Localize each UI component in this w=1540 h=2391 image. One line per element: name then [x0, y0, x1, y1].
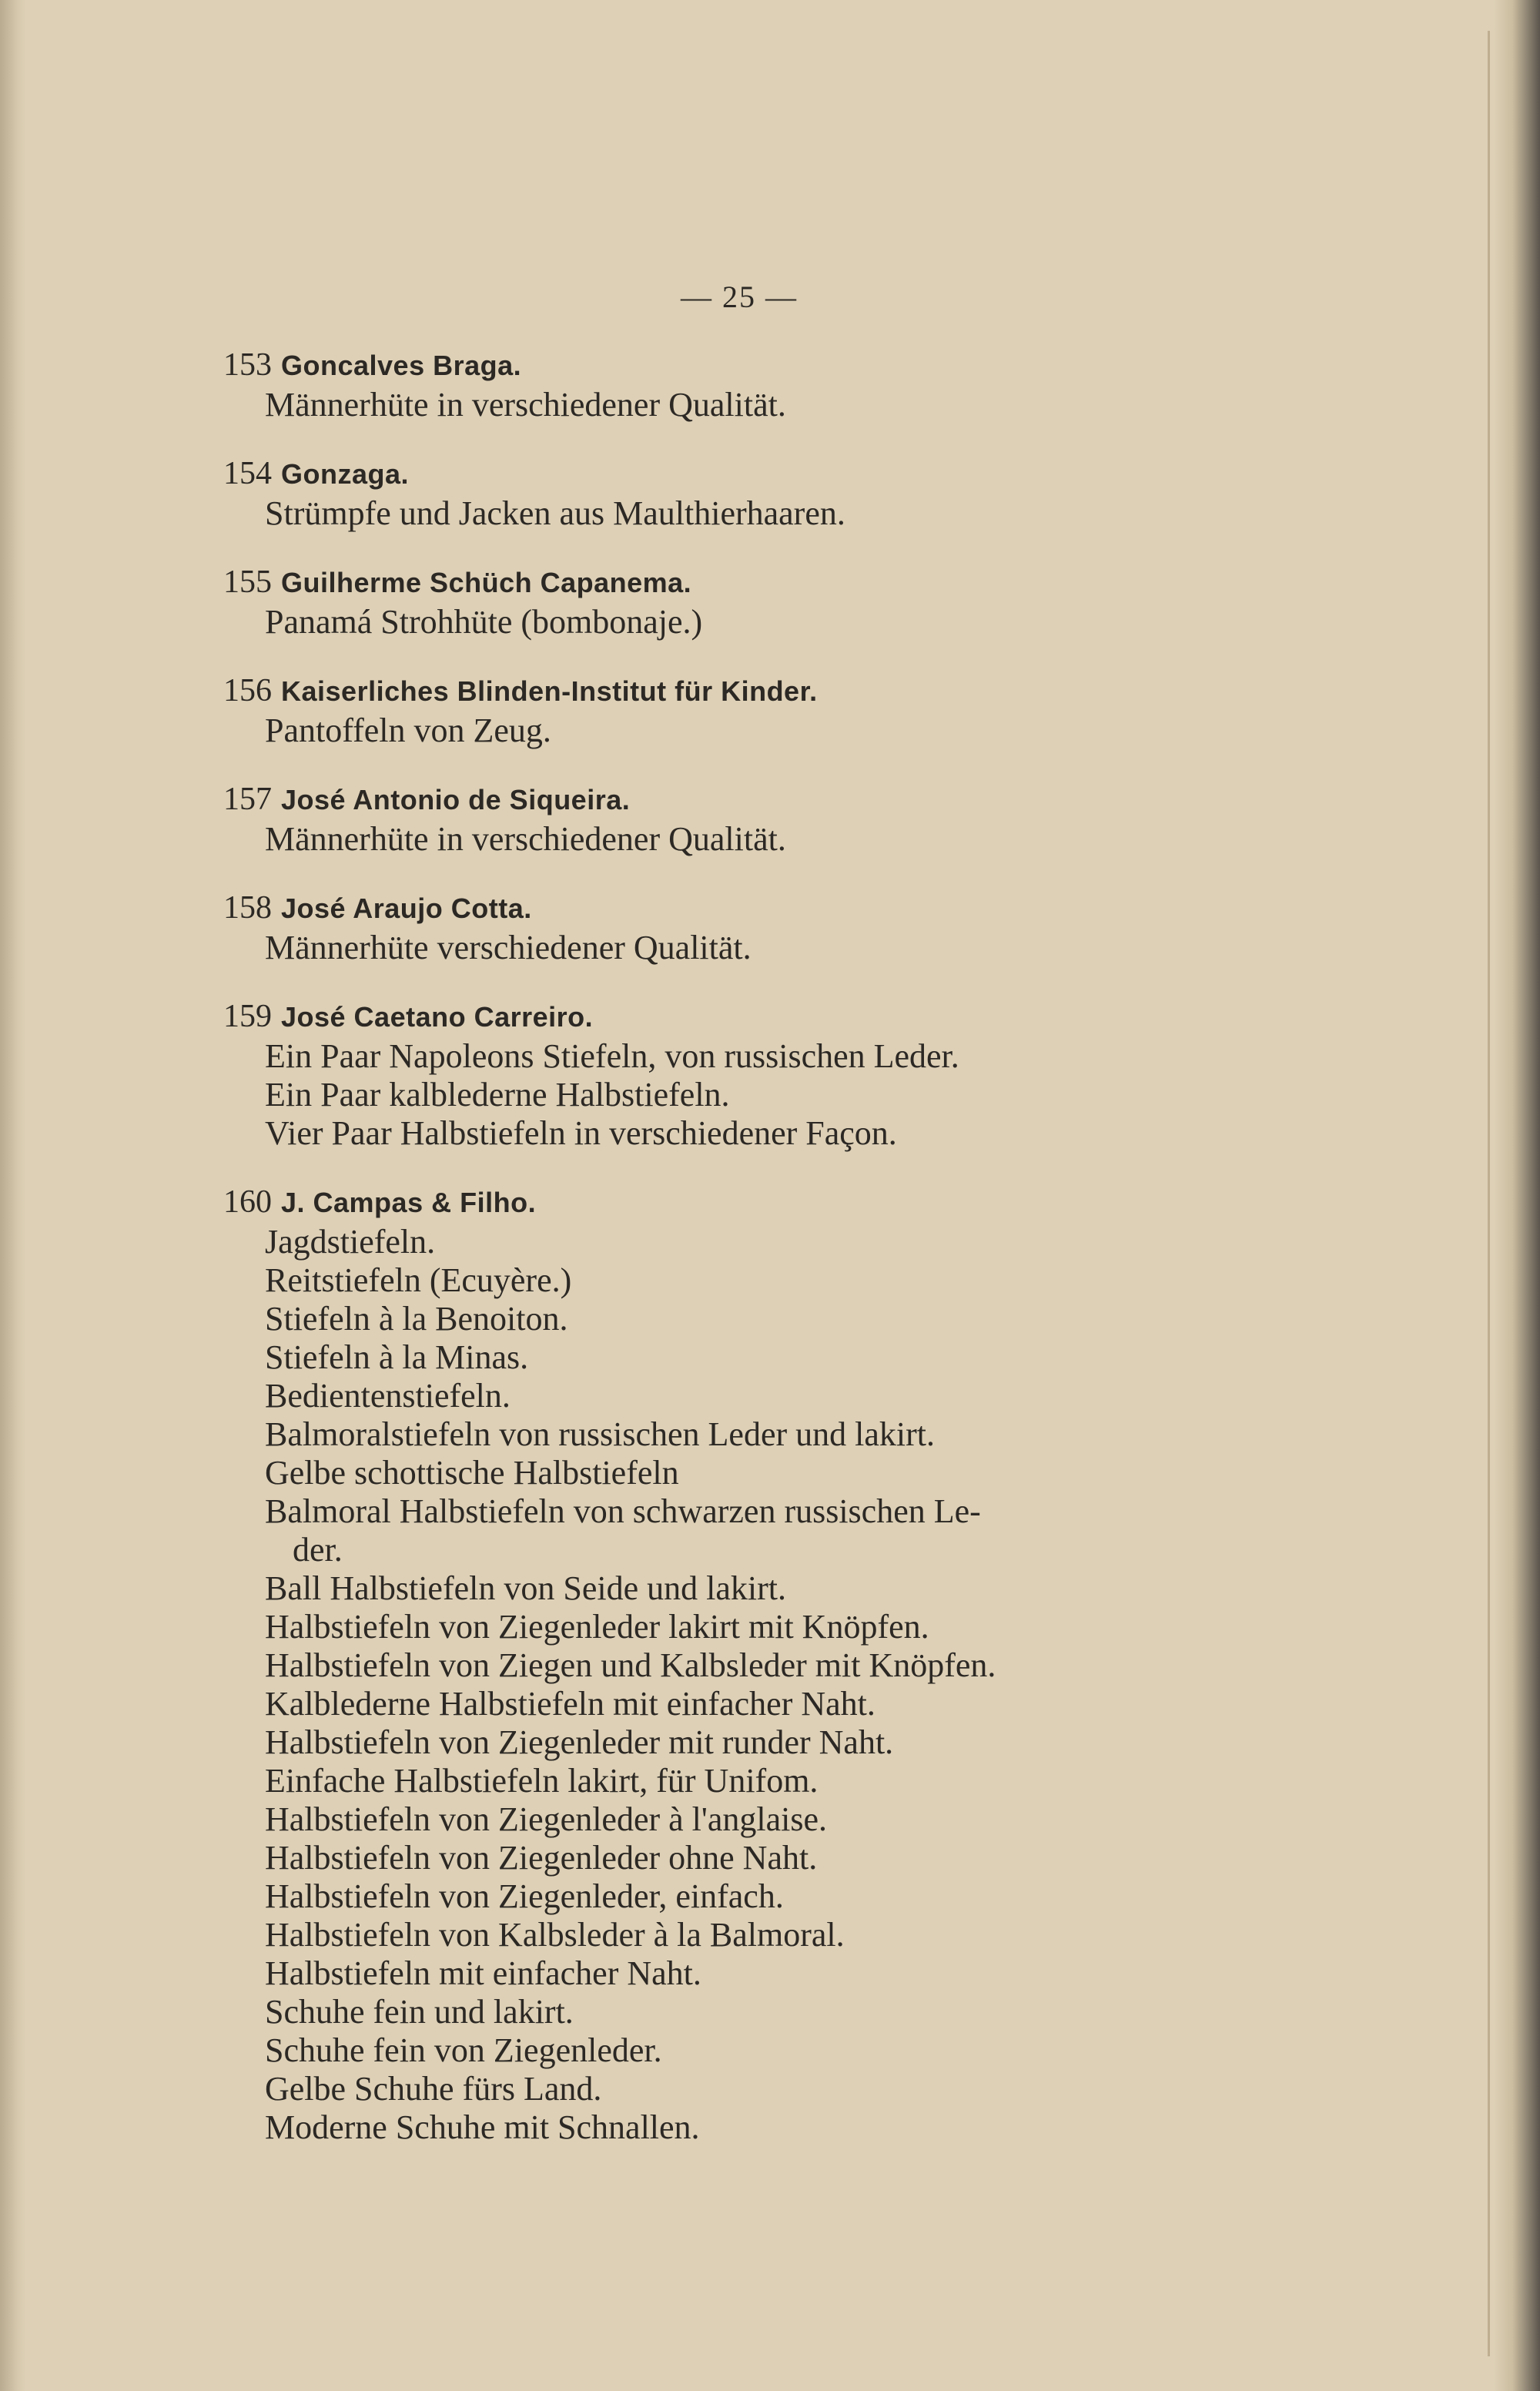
entry-heading [223, 345, 1186, 386]
entry-item: Vier Paar Halbstiefeln in verschiedener Façon. [265, 1114, 897, 1152]
catalogue-entry [223, 779, 1186, 859]
entry-item: Halbstiefeln mit einfacher Naht. [265, 1954, 701, 1992]
entry-item: Ball Halbstiefeln von Seide und lakirt. [265, 1569, 786, 1607]
entry-number: 155 [223, 564, 272, 600]
exhibitor-name: José Antonio de Siqueira. [281, 784, 631, 815]
entry-heading [223, 562, 1186, 603]
entry-item: Strümpfe und Jacken aus Maulthierhaaren. [265, 494, 845, 532]
entry-item: Balmoral Halbstiefeln von schwarzen russischen Le- [265, 1492, 981, 1530]
entry-item: Einfache Halbstiefeln lakirt, für Unifom. [265, 1762, 819, 1800]
entry-item: Gelbe Schuhe fürs Land. [265, 2070, 602, 2108]
entry-item: Ein Paar kalblederne Halbstiefeln. [265, 1076, 730, 1113]
entry-item: Halbstiefeln von Ziegenleder à l'anglaise. [265, 1800, 827, 1838]
entry-item: Schuhe fein und lakirt. [265, 1993, 574, 2031]
catalogue-entry [223, 1182, 1186, 2147]
catalogue-entries [223, 345, 1186, 2176]
exhibitor-name: Gonzaga. [281, 458, 410, 490]
catalogue-entry [223, 454, 1186, 533]
catalogue-entry [223, 671, 1186, 750]
entry-number: 153 [223, 347, 272, 383]
entry-item-continuation: der. [293, 1531, 343, 1569]
entry-item: Gelbe schottische Halbstiefeln [265, 1454, 679, 1492]
entry-item: Männerhüte verschiedener Qualität. [265, 929, 752, 966]
entry-number: 160 [223, 1184, 272, 1220]
entry-item: Bedientenstiefeln. [265, 1377, 511, 1415]
entry-number: 154 [223, 456, 272, 491]
exhibitor-name: Guilherme Schüch Capanema. [281, 567, 692, 598]
entry-heading [223, 888, 1186, 929]
entry-item: Halbstiefeln von Ziegenleder, einfach. [265, 1877, 784, 1915]
entry-item: Schuhe fein von Ziegenleder. [265, 2031, 662, 2069]
entry-item: Moderne Schuhe mit Schnallen. [265, 2108, 700, 2146]
entry-number: 158 [223, 890, 272, 926]
entry-item: Halbstiefeln von Ziegen und Kalbsleder mit Knöpfen. [265, 1646, 996, 1684]
entry-item: Ein Paar Napoleons Stiefeln, von russischen Leder. [265, 1037, 959, 1075]
catalogue-entry [223, 888, 1186, 967]
exhibitor-name: Goncalves Braga. [281, 350, 522, 381]
entry-item: Stiefeln à la Minas. [265, 1338, 529, 1376]
entry-item: Pantoffeln von Zeug. [265, 712, 551, 749]
entry-item: Halbstiefeln von Ziegenleder lakirt mit Knöpfen. [265, 1608, 929, 1646]
page-right-edge [1494, 0, 1540, 2391]
entry-heading [223, 996, 1186, 1037]
entry-item: Männerhüte in verschiedener Qualität. [265, 820, 786, 858]
entry-item: Jagdstiefeln. [265, 1223, 436, 1261]
page-binding-edge [0, 0, 26, 2391]
entry-item: Stiefeln à la Benoiton. [265, 1300, 568, 1338]
catalogue-entry [223, 996, 1186, 1153]
entry-number: 156 [223, 673, 272, 708]
entry-heading [223, 779, 1186, 820]
entry-heading [223, 671, 1186, 712]
entry-item: Balmoralstiefeln von russischen Leder und lakirt. [265, 1415, 935, 1453]
exhibitor-name: José Caetano Carreiro. [281, 1001, 594, 1033]
page-number: — 25 — [681, 280, 798, 314]
entry-item: Halbstiefeln von Ziegenleder mit runder Naht. [265, 1723, 894, 1761]
exhibitor-name: Kaiserliches Blinden-Institut für Kinder. [281, 675, 818, 707]
entry-number: 157 [223, 782, 272, 817]
entry-heading [223, 454, 1186, 494]
entry-item: Männerhüte in verschiedener Qualität. [265, 386, 786, 424]
catalogue-entry [223, 345, 1186, 424]
entry-item: Reitstiefeln (Ecuyère.) [265, 1261, 572, 1299]
entry-item: Halbstiefeln von Ziegenleder ohne Naht. [265, 1839, 818, 1877]
page-edge-line [1488, 31, 1490, 2356]
entry-number: 159 [223, 999, 272, 1034]
exhibitor-name: J. Campas & Filho. [281, 1187, 537, 1218]
entry-item: Kalblederne Halbstiefeln mit einfacher Naht. [265, 1685, 875, 1723]
entry-item: Halbstiefeln von Kalbsleder à la Balmoral. [265, 1916, 845, 1954]
catalogue-entry [223, 562, 1186, 641]
entry-item: Panamá Strohhüte (bombonaje.) [265, 603, 703, 641]
entry-heading [223, 1182, 1186, 1223]
exhibitor-name: José Araujo Cotta. [281, 892, 532, 924]
